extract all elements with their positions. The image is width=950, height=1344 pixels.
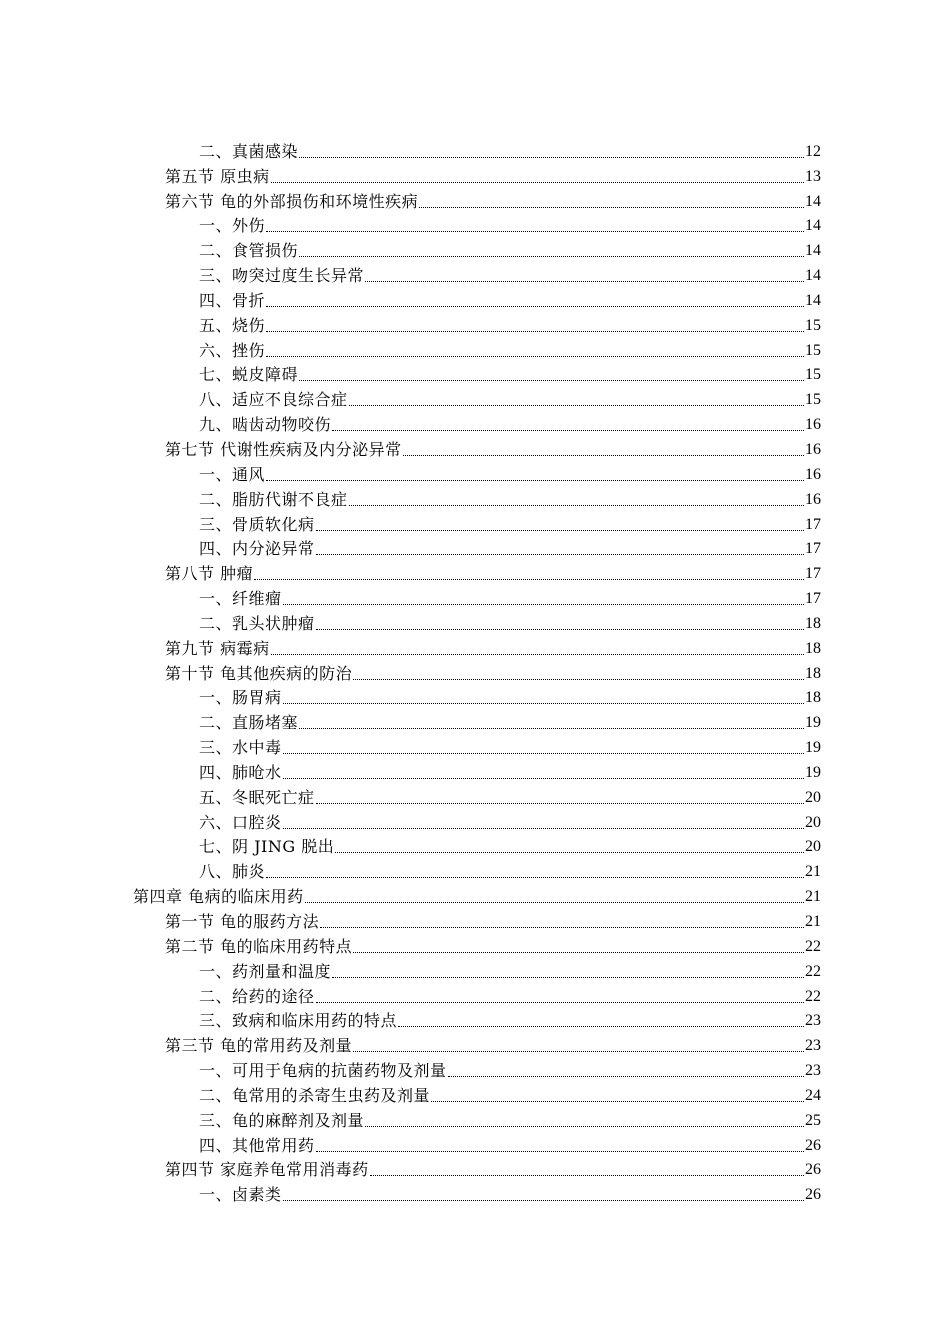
toc-entry[interactable] xyxy=(0,436,950,461)
toc-dot-leader xyxy=(403,455,804,456)
toc-entry-line xyxy=(199,215,821,237)
toc-entry[interactable] xyxy=(0,237,950,262)
toc-entry-page-number: 19 xyxy=(805,714,821,732)
toc-dot-leader xyxy=(316,1151,804,1152)
toc-entry[interactable] xyxy=(0,486,950,511)
toc-entry-title: 第四章 龟病的临床用药 xyxy=(133,887,304,907)
toc-entry[interactable] xyxy=(0,461,950,486)
toc-entry-title: 一、药剂量和温度 xyxy=(199,961,332,981)
toc-entry-page-number: 20 xyxy=(805,788,821,806)
toc-entry[interactable] xyxy=(0,1132,950,1157)
toc-dot-leader xyxy=(283,778,804,779)
toc-entry-page-number: 12 xyxy=(805,142,821,160)
toc-entry-line xyxy=(199,315,821,337)
toc-entry-page-number: 21 xyxy=(805,913,821,930)
toc-entry-page-number: 14 xyxy=(805,192,821,210)
toc-entry[interactable] xyxy=(0,362,950,387)
toc-entry-line xyxy=(199,514,821,536)
toc-entry-page-number: 14 xyxy=(805,217,821,235)
toc-entry-title: 二、直肠堵塞 xyxy=(199,713,299,733)
toc-entry-line xyxy=(165,911,821,933)
toc-entry-page-number: 18 xyxy=(805,639,821,657)
toc-entry-page-number: 15 xyxy=(805,366,821,384)
toc-entry[interactable] xyxy=(0,734,950,759)
toc-dot-leader xyxy=(370,1175,804,1176)
toc-entry-title: 六、口腔炎 xyxy=(199,812,282,832)
toc-entry-title: 一、可用于龟病的抗菌药物及剂量 xyxy=(199,1061,447,1081)
toc-dot-leader xyxy=(316,1002,804,1003)
toc-entry-page-number: 16 xyxy=(805,416,821,434)
toc-entry-title: 二、真菌感染 xyxy=(199,141,299,161)
toc-entry[interactable] xyxy=(0,536,950,561)
toc-entry-title: 四、其他常用药 xyxy=(199,1135,315,1155)
toc-entry[interactable] xyxy=(0,1032,950,1057)
toc-entry[interactable] xyxy=(0,958,950,983)
toc-entry-title: 八、肺炎 xyxy=(199,862,266,882)
toc-entry-page-number: 14 xyxy=(805,291,821,309)
toc-entry-title: 一、肠胃病 xyxy=(199,688,282,708)
toc-entry-line xyxy=(199,389,821,411)
toc-entry-line xyxy=(165,191,821,213)
toc-entry-line xyxy=(199,364,821,386)
toc-entry-line xyxy=(165,936,821,958)
toc-entry-line xyxy=(199,861,821,883)
toc-entry[interactable] xyxy=(0,411,950,436)
toc-dot-leader xyxy=(266,356,804,357)
toc-entry[interactable] xyxy=(0,784,950,809)
toc-entry[interactable] xyxy=(0,1107,950,1132)
toc-entry-page-number: 19 xyxy=(805,739,821,757)
toc-dot-leader xyxy=(349,505,804,506)
toc-entry-line xyxy=(199,414,821,436)
toc-entry[interactable] xyxy=(0,1082,950,1107)
toc-dot-leader xyxy=(266,231,804,232)
toc-dot-leader xyxy=(283,828,804,829)
toc-entry-line xyxy=(165,563,821,585)
toc-entry-title: 七、阴 JING 脱出 xyxy=(199,837,335,857)
toc-dot-leader xyxy=(353,679,804,680)
toc-entry-line xyxy=(199,737,821,759)
toc-entry-line xyxy=(199,1184,821,1206)
toc-entry[interactable] xyxy=(0,1181,950,1206)
toc-entry-title: 四、内分泌异常 xyxy=(199,539,315,559)
toc-entry[interactable] xyxy=(0,1057,950,1082)
toc-dot-leader xyxy=(305,902,804,903)
toc-dot-leader xyxy=(271,182,804,183)
toc-entry[interactable] xyxy=(0,312,950,337)
toc-entry[interactable] xyxy=(0,560,950,585)
toc-entry-line xyxy=(199,340,821,362)
toc-entry-title: 第七节 代谢性疾病及内分泌异常 xyxy=(165,439,402,459)
toc-dot-leader xyxy=(299,380,804,381)
toc-entry-page-number: 16 xyxy=(805,490,821,508)
toc-entry-title: 第三节 龟的常用药及剂量 xyxy=(165,1036,353,1056)
toc-entry-page-number: 18 xyxy=(805,664,821,682)
toc-dot-leader xyxy=(353,1051,804,1052)
toc-dot-leader xyxy=(365,281,804,282)
toc-entry-page-number: 26 xyxy=(805,1186,821,1204)
toc-entry[interactable] xyxy=(0,511,950,536)
toc-entry-page-number: 13 xyxy=(805,167,821,185)
toc-entry-page-number: 23 xyxy=(805,1012,821,1030)
toc-entry-page-number: 17 xyxy=(805,565,821,583)
toc-dot-leader xyxy=(365,1126,804,1127)
toc-entry-title: 第四节 家庭养龟常用消毒药 xyxy=(165,1160,369,1180)
toc-entry-line xyxy=(199,1110,821,1132)
toc-entry[interactable] xyxy=(0,585,950,610)
toc-entry-title: 七、蜕皮障碍 xyxy=(199,365,299,385)
toc-dot-leader xyxy=(353,952,804,953)
toc-entry-title: 第二节 龟的临床用药特点 xyxy=(165,936,353,956)
toc-entry-page-number: 16 xyxy=(805,465,821,483)
toc-entry[interactable] xyxy=(0,213,950,238)
toc-entry-page-number: 24 xyxy=(805,1086,821,1104)
toc-entry[interactable] xyxy=(0,933,950,958)
toc-entry-title: 五、冬眠死亡症 xyxy=(199,787,315,807)
toc-entry-line xyxy=(199,812,821,834)
toc-entry-title: 五、烧伤 xyxy=(199,315,266,335)
toc-dot-leader xyxy=(299,728,804,729)
toc-entry[interactable] xyxy=(0,660,950,685)
toc-entry[interactable] xyxy=(0,163,950,188)
toc-entry-line xyxy=(199,141,821,163)
toc-dot-leader xyxy=(299,256,804,257)
toc-entry-page-number: 22 xyxy=(805,987,821,1005)
toc-entry-page-number: 20 xyxy=(805,813,821,831)
toc-entry-title: 第九节 病霉病 xyxy=(165,638,270,658)
toc-entry-line xyxy=(199,961,821,983)
toc-entry-title: 第五节 原虫病 xyxy=(165,166,270,186)
toc-entry-page-number: 23 xyxy=(805,1062,821,1080)
toc-entry-title: 九、啮齿动物咬伤 xyxy=(199,415,332,435)
toc-entry-page-number: 18 xyxy=(805,614,821,632)
toc-entry-line xyxy=(199,240,821,262)
toc-entry-page-number: 26 xyxy=(805,1136,821,1154)
toc-entry[interactable] xyxy=(0,386,950,411)
toc-entry[interactable] xyxy=(0,262,950,287)
toc-entry-title: 第六节 龟的外部损伤和环境性疾病 xyxy=(165,191,419,211)
toc-entry[interactable] xyxy=(0,610,950,635)
toc-entry-title: 八、适应不良综合症 xyxy=(199,390,348,410)
toc-dot-leader xyxy=(332,430,804,431)
toc-entry[interactable] xyxy=(0,138,950,163)
toc-dot-leader xyxy=(299,157,804,158)
toc-entry[interactable] xyxy=(0,983,950,1008)
toc-entry-title: 一、卤素类 xyxy=(199,1185,282,1205)
toc-entry-page-number: 20 xyxy=(805,838,821,856)
toc-dot-leader xyxy=(283,604,804,605)
toc-dot-leader xyxy=(332,977,804,978)
toc-dot-leader xyxy=(316,803,804,804)
toc-entry-title: 三、龟的麻醉剂及剂量 xyxy=(199,1110,365,1130)
toc-entry-line xyxy=(199,588,821,610)
toc-entry-line xyxy=(199,712,821,734)
toc-dot-leader xyxy=(419,207,804,208)
toc-entry-line xyxy=(133,886,821,908)
toc-entry[interactable] xyxy=(0,1008,950,1033)
toc-entry-page-number: 16 xyxy=(805,440,821,458)
toc-entry-line xyxy=(199,836,821,858)
toc-entry-line xyxy=(165,663,821,685)
toc-entry-line xyxy=(199,762,821,784)
toc-entry-page-number: 21 xyxy=(805,888,821,906)
toc-entry-title: 三、水中毒 xyxy=(199,738,282,758)
toc-dot-leader xyxy=(266,480,804,481)
toc-entry-line xyxy=(165,638,821,660)
toc-entry-title: 第八节 肿瘤 xyxy=(165,564,254,584)
toc-entry-line xyxy=(199,613,821,635)
toc-entry-line xyxy=(165,1159,821,1181)
toc-dot-leader xyxy=(271,654,804,655)
toc-entry-line xyxy=(199,1010,821,1032)
toc-entry[interactable] xyxy=(0,908,950,933)
toc-dot-leader xyxy=(431,1101,804,1102)
toc-entry-line xyxy=(199,787,821,809)
toc-dot-leader xyxy=(254,579,804,580)
toc-dot-leader xyxy=(266,306,804,307)
toc-entry-page-number: 17 xyxy=(805,540,821,558)
toc-dot-leader xyxy=(266,331,804,332)
toc-dot-leader xyxy=(349,405,804,406)
toc-dot-leader xyxy=(316,554,804,555)
toc-entry-line xyxy=(165,166,821,188)
toc-entry[interactable] xyxy=(0,188,950,213)
toc-entry[interactable] xyxy=(0,858,950,883)
toc-entry-page-number: 15 xyxy=(805,391,821,409)
toc-entry-title: 三、致病和临床用药的特点 xyxy=(199,1011,398,1031)
toc-entry-page-number: 25 xyxy=(805,1111,821,1129)
toc-entry[interactable] xyxy=(0,759,950,784)
toc-dot-leader xyxy=(283,753,804,754)
toc-entry-page-number: 22 xyxy=(805,962,821,980)
toc-entry-line xyxy=(199,489,821,511)
toc-dot-leader xyxy=(283,703,804,704)
toc-entry-title: 第一节 龟的服药方法 xyxy=(165,912,320,931)
toc-entry-page-number: 18 xyxy=(805,689,821,707)
toc-entry-page-number: 15 xyxy=(805,341,821,359)
toc-entry[interactable] xyxy=(0,1157,950,1182)
toc-entry-line xyxy=(199,687,821,709)
toc-dot-leader xyxy=(320,927,804,928)
toc-entry[interactable] xyxy=(0,337,950,362)
toc-dot-leader xyxy=(448,1076,804,1077)
toc-entry-line xyxy=(165,1035,821,1057)
toc-entry-title: 二、脂肪代谢不良症 xyxy=(199,489,348,509)
toc-entry-title: 第十节 龟其他疾病的防治 xyxy=(165,663,353,683)
toc-dot-leader xyxy=(335,852,804,853)
toc-entry[interactable] xyxy=(0,287,950,312)
toc-entry-title: 四、骨折 xyxy=(199,290,266,310)
toc-entry-title: 一、通风 xyxy=(199,464,266,484)
toc-entry-page-number: 14 xyxy=(805,267,821,285)
toc-entry-page-number: 14 xyxy=(805,242,821,260)
toc-entry[interactable] xyxy=(0,635,950,660)
toc-entry-page-number: 17 xyxy=(805,590,821,608)
toc-entry-line xyxy=(199,464,821,486)
toc-entry-title: 三、吻突过度生长异常 xyxy=(199,266,365,286)
toc-entry-page-number: 23 xyxy=(805,1037,821,1055)
toc-entry[interactable] xyxy=(0,709,950,734)
toc-entry[interactable] xyxy=(0,883,950,908)
toc-entry-title: 二、龟常用的杀寄生虫药及剂量 xyxy=(199,1085,431,1105)
toc-dot-leader xyxy=(316,629,804,630)
toc-dot-leader xyxy=(316,530,804,531)
toc-entry-line xyxy=(199,1135,821,1157)
toc-entry-page-number: 22 xyxy=(805,937,821,955)
toc-entry-page-number: 26 xyxy=(805,1161,821,1179)
toc-entry[interactable] xyxy=(0,834,950,859)
toc-entry-title: 一、纤维瘤 xyxy=(199,589,282,609)
toc-entry-title: 六、挫伤 xyxy=(199,340,266,360)
toc-entry-line xyxy=(199,1085,821,1107)
toc-entry-page-number: 17 xyxy=(805,515,821,533)
toc-entry-line xyxy=(165,439,821,461)
toc-entry-title: 一、外伤 xyxy=(199,216,266,236)
toc-dot-leader xyxy=(266,877,804,878)
toc-entry-line xyxy=(199,986,821,1008)
toc-entry-line xyxy=(199,290,821,312)
table-of-contents xyxy=(0,138,950,1206)
toc-entry-line xyxy=(199,1060,821,1082)
toc-entry-title: 二、食管损伤 xyxy=(199,241,299,261)
toc-entry[interactable] xyxy=(0,685,950,710)
toc-entry-title: 三、骨质软化病 xyxy=(199,514,315,534)
toc-entry-page-number: 21 xyxy=(805,863,821,881)
toc-entry-title: 二、给药的途径 xyxy=(199,986,315,1006)
toc-dot-leader xyxy=(398,1026,804,1027)
toc-entry-page-number: 19 xyxy=(805,763,821,781)
toc-entry-line xyxy=(199,265,821,287)
toc-entry-title: 四、肺呛水 xyxy=(199,762,282,782)
toc-entry[interactable] xyxy=(0,809,950,834)
toc-dot-leader xyxy=(283,1200,804,1201)
toc-entry-title: 二、乳头状肿瘤 xyxy=(199,613,315,633)
toc-entry-line xyxy=(199,538,821,560)
toc-entry-page-number: 15 xyxy=(805,316,821,334)
